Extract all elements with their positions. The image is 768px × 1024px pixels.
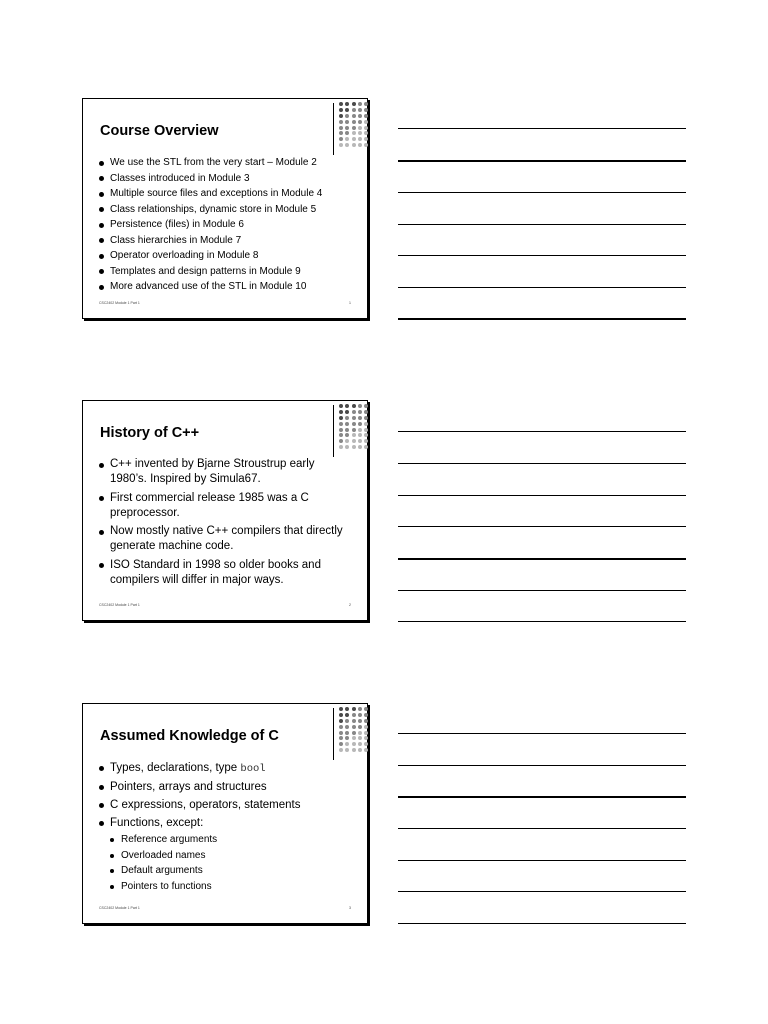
bullet-line: C++ invented by Bjarne Stroustrup early (110, 458, 315, 470)
decorative-dot (339, 102, 343, 106)
note-line (398, 128, 686, 129)
decorative-dot (352, 102, 356, 106)
decorative-dot (364, 126, 368, 130)
bullet-item: Pointers, arrays and structures (99, 778, 300, 796)
slide-footer: CSC2402 Module 1 Part 1 (99, 603, 140, 607)
decorative-dot (345, 120, 349, 124)
bullet-line: Now mostly native C++ compilers that directly (110, 525, 343, 537)
bullet-item: More advanced use of the STL in Module 10 (99, 279, 322, 295)
decorative-dot (364, 748, 368, 752)
slide-2 (82, 400, 368, 621)
decorative-dot (339, 120, 343, 124)
note-line (398, 765, 686, 766)
note-line (398, 590, 686, 591)
bullet-line: 1980’s. Inspired by Simula67. (110, 473, 261, 485)
bullet-text: Functions, except: (110, 817, 204, 829)
note-line (398, 463, 686, 464)
decorative-dot (364, 131, 368, 135)
decorative-dot (352, 404, 356, 408)
bullet-item (99, 491, 343, 521)
decorative-dot (352, 126, 356, 130)
decorative-dot (358, 433, 362, 437)
bullet-item: We use the STL from the very start – Module 2 (99, 155, 322, 171)
bullet-list (99, 155, 322, 295)
decorative-dot (358, 131, 362, 135)
decorative-dot (345, 126, 349, 130)
decorative-dot (339, 404, 343, 408)
decorative-dot (339, 445, 343, 449)
decorative-dot (358, 126, 362, 130)
decorative-dot (339, 731, 343, 735)
title-divider-line (333, 708, 334, 760)
note-line (398, 431, 686, 432)
decorative-dot (339, 410, 343, 414)
bullet-item: Classes introduced in Module 3 (99, 171, 322, 187)
bullet-text: Types, declarations, type (110, 762, 241, 774)
decorative-dot (345, 439, 349, 443)
note-line (398, 796, 686, 798)
decorative-dot (352, 748, 356, 752)
decorative-dot (339, 433, 343, 437)
decorative-dot (345, 422, 349, 426)
decorative-dot (345, 131, 349, 135)
decorative-dot (358, 731, 362, 735)
note-line (398, 318, 686, 320)
note-line (398, 860, 686, 861)
decorative-dot (345, 114, 349, 118)
note-line (398, 224, 686, 225)
slide-1 (82, 98, 368, 319)
decorative-dot (358, 410, 362, 414)
decorative-dot (352, 445, 356, 449)
note-line (398, 733, 686, 734)
decorative-dot (352, 137, 356, 141)
decorative-dot (345, 410, 349, 414)
decorative-dot (352, 410, 356, 414)
decorative-dot (345, 742, 349, 746)
decorative-dot (339, 428, 343, 432)
sub-bullet-item: Overloaded names (110, 848, 300, 864)
bullet-item (99, 457, 343, 487)
slide-3 (82, 703, 368, 924)
decorative-dot (358, 713, 362, 717)
decorative-dot (345, 736, 349, 740)
decorative-dot-grid (339, 404, 368, 449)
note-line (398, 923, 686, 924)
decorative-dot (364, 102, 368, 106)
note-line (398, 192, 686, 193)
bullet-item (99, 814, 300, 895)
slide-title: Course Overview (100, 123, 219, 139)
decorative-dot (358, 719, 362, 723)
code-keyword: bool (240, 763, 266, 775)
decorative-dot (352, 428, 356, 432)
bullet-item: C expressions, operators, statements (99, 796, 300, 814)
slide-footer: CSC2402 Module 1 Part 1 (99, 301, 140, 305)
decorative-dot-grid (339, 707, 368, 752)
note-line (398, 621, 686, 622)
decorative-dot (345, 428, 349, 432)
decorative-dot (345, 707, 349, 711)
bullet-item: Operator overloading in Module 8 (99, 248, 322, 264)
decorative-dot (339, 439, 343, 443)
decorative-dot (339, 416, 343, 420)
decorative-dot (352, 439, 356, 443)
decorative-dot (345, 102, 349, 106)
decorative-dot (345, 713, 349, 717)
decorative-dot (364, 422, 368, 426)
decorative-dot (364, 433, 368, 437)
bullet-item: Class hierarchies in Module 7 (99, 233, 322, 249)
decorative-dot (352, 433, 356, 437)
decorative-dot (339, 143, 343, 147)
decorative-dot (358, 120, 362, 124)
decorative-dot (364, 404, 368, 408)
decorative-dot (352, 731, 356, 735)
decorative-dot (339, 736, 343, 740)
bullet-line: generate machine code. (110, 540, 234, 552)
bullet-item: Multiple source files and exceptions in Module 4 (99, 186, 322, 202)
decorative-dot (364, 707, 368, 711)
decorative-dot (339, 114, 343, 118)
decorative-dot (339, 742, 343, 746)
decorative-dot (364, 725, 368, 729)
bullet-item: Persistence (files) in Module 6 (99, 217, 322, 233)
decorative-dot (352, 725, 356, 729)
slide-title: Assumed Knowledge of C (100, 728, 279, 744)
decorative-dot (339, 137, 343, 141)
decorative-dot (364, 428, 368, 432)
decorative-dot (352, 719, 356, 723)
bullet-line: ISO Standard in 1998 so older books and (110, 558, 321, 571)
decorative-dot (364, 731, 368, 735)
note-line (398, 526, 686, 527)
decorative-dot (364, 137, 368, 141)
decorative-dot (364, 120, 368, 124)
decorative-dot (358, 748, 362, 752)
decorative-dot (358, 137, 362, 141)
bullet-line: compilers will differ in major ways. (110, 573, 284, 586)
bullet-list (99, 759, 300, 895)
decorative-dot (358, 725, 362, 729)
decorative-dot (339, 131, 343, 135)
decorative-dot (352, 713, 356, 717)
decorative-dot (339, 725, 343, 729)
decorative-dot (352, 114, 356, 118)
decorative-dot (352, 120, 356, 124)
decorative-dot (345, 719, 349, 723)
decorative-dot (339, 719, 343, 723)
decorative-dot (345, 108, 349, 112)
decorative-dot (345, 433, 349, 437)
decorative-dot (352, 736, 356, 740)
decorative-dot (358, 102, 362, 106)
sub-bullet-item: Default arguments (110, 863, 300, 879)
title-divider-line (333, 103, 334, 155)
decorative-dot (358, 736, 362, 740)
decorative-dot (358, 428, 362, 432)
decorative-dot (339, 707, 343, 711)
decorative-dot (339, 422, 343, 426)
decorative-dot (352, 707, 356, 711)
bullet-item (99, 759, 300, 778)
decorative-dot (339, 126, 343, 130)
decorative-dot (358, 416, 362, 420)
bullet-line: preprocessor. (110, 506, 180, 519)
slide-page-number: 3 (349, 906, 351, 910)
bullet-item (99, 524, 343, 554)
title-divider-line (333, 405, 334, 457)
bullet-item (99, 558, 343, 588)
decorative-dot (352, 143, 356, 147)
slide-footer: CSC2402 Module 1 Part 1 (99, 906, 140, 910)
decorative-dot (364, 713, 368, 717)
note-line (398, 891, 686, 892)
decorative-dot (339, 748, 343, 752)
decorative-dot (364, 108, 368, 112)
decorative-dot (345, 445, 349, 449)
note-line (398, 255, 686, 256)
slide-page-number: 2 (349, 603, 351, 607)
bullet-item: Class relationships, dynamic store in Module 5 (99, 202, 322, 218)
sub-bullet-item: Reference arguments (110, 832, 300, 848)
bullet-line: First commercial release 1985 was a C (110, 491, 309, 504)
note-line (398, 160, 686, 162)
decorative-dot (364, 439, 368, 443)
note-line (398, 558, 686, 560)
note-line (398, 287, 686, 288)
sub-bullet-item: Pointers to functions (110, 879, 300, 895)
decorative-dot (358, 422, 362, 426)
decorative-dot (364, 742, 368, 746)
decorative-dot (345, 137, 349, 141)
decorative-dot (364, 736, 368, 740)
sub-bullet-list (110, 832, 300, 895)
decorative-dot (358, 143, 362, 147)
note-line (398, 828, 686, 829)
decorative-dot (358, 742, 362, 746)
decorative-dot (364, 114, 368, 118)
bullet-item: Templates and design patterns in Module 9 (99, 264, 322, 280)
decorative-dot (358, 404, 362, 408)
decorative-dot (345, 416, 349, 420)
decorative-dot (345, 404, 349, 408)
decorative-dot (339, 108, 343, 112)
note-line (398, 495, 686, 496)
decorative-dot (358, 114, 362, 118)
decorative-dot (364, 143, 368, 147)
decorative-dot (345, 731, 349, 735)
decorative-dot (352, 131, 356, 135)
decorative-dot (352, 742, 356, 746)
decorative-dot (345, 725, 349, 729)
bullet-list (99, 457, 343, 591)
decorative-dot (364, 410, 368, 414)
decorative-dot (364, 719, 368, 723)
decorative-dot (364, 416, 368, 420)
decorative-dot-grid (339, 102, 368, 147)
decorative-dot (358, 439, 362, 443)
decorative-dot (358, 707, 362, 711)
slide-page-number: 1 (349, 301, 351, 305)
decorative-dot (345, 143, 349, 147)
decorative-dot (352, 108, 356, 112)
decorative-dot (339, 713, 343, 717)
decorative-dot (358, 108, 362, 112)
decorative-dot (345, 748, 349, 752)
decorative-dot (364, 445, 368, 449)
slide-title: History of C++ (100, 425, 200, 441)
decorative-dot (352, 416, 356, 420)
decorative-dot (352, 422, 356, 426)
decorative-dot (358, 445, 362, 449)
